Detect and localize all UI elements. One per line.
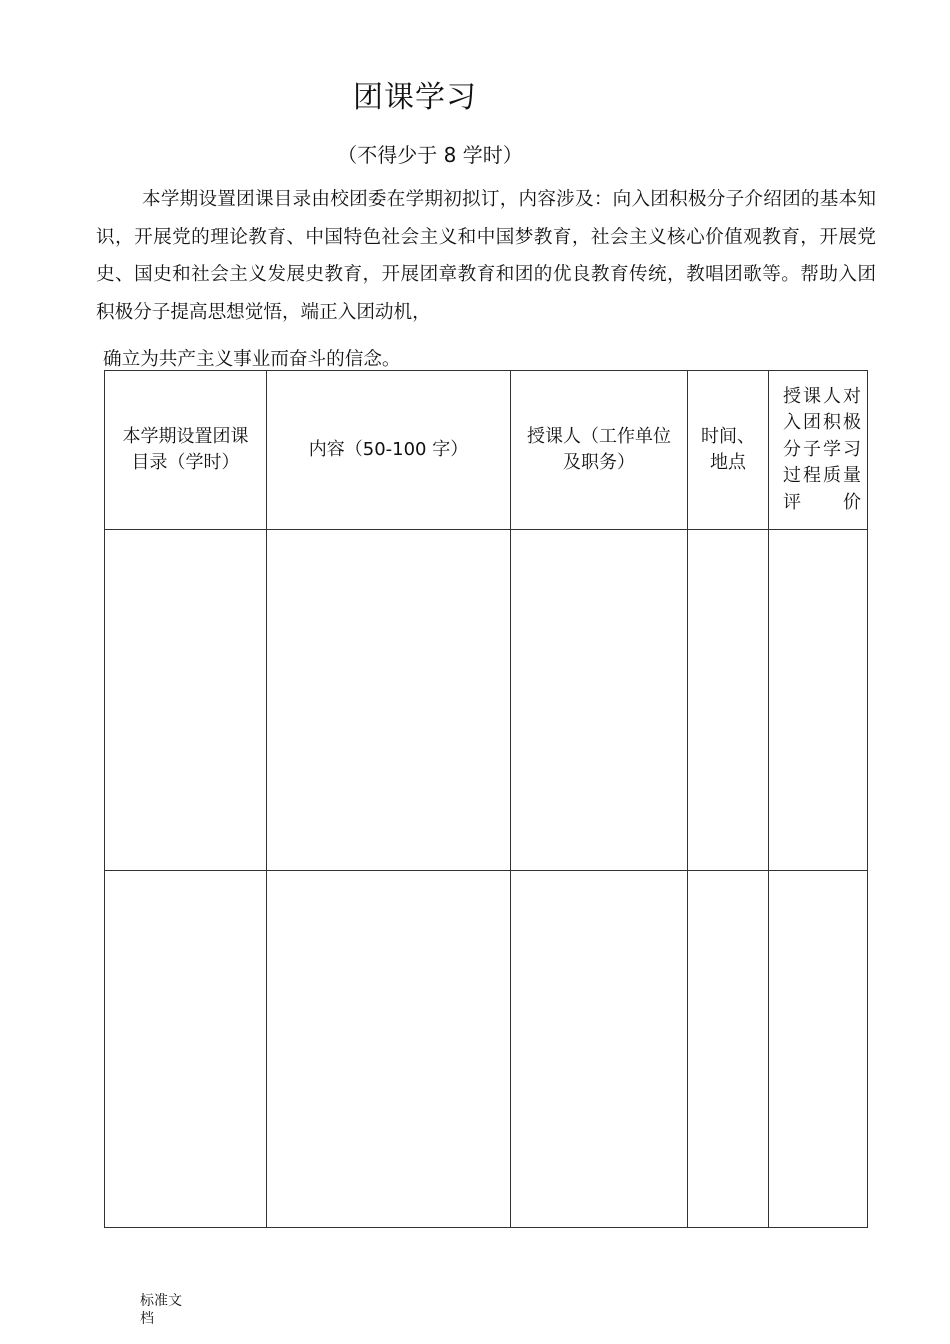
cell-lecturer[interactable]: [511, 871, 688, 1228]
cell-time-place[interactable]: [688, 871, 769, 1228]
page-title: 团课学习: [353, 80, 477, 115]
cell-evaluation[interactable]: [769, 530, 868, 871]
cell-content[interactable]: [267, 871, 511, 1228]
cell-catalog[interactable]: [105, 871, 267, 1228]
table-header-row: [105, 371, 868, 530]
header-lecturer-label: 授课人（工作单位及职务）: [527, 426, 671, 473]
header-catalog: [105, 371, 267, 530]
page-subtitle: （不得少于 8 学时）: [337, 143, 523, 167]
cell-catalog[interactable]: [105, 530, 267, 871]
header-content-label: 内容（50-100 字）: [308, 439, 469, 460]
table-row: [105, 530, 868, 871]
header-evaluation: [769, 371, 868, 530]
cell-lecturer[interactable]: [511, 530, 688, 871]
header-time-place-label: 时间、地点: [701, 426, 755, 473]
intro-last-line: 确立为共产主义事业而奋斗的信念。: [103, 349, 401, 370]
header-content: [267, 371, 511, 530]
header-time-place: [688, 371, 769, 530]
header-catalog-label: 本学期设置团课目录（学时）: [122, 426, 249, 473]
header-lecturer: [511, 371, 688, 530]
table-row: [105, 871, 868, 1228]
footer-label: 标准文档: [140, 1293, 182, 1327]
cell-time-place[interactable]: [688, 530, 769, 871]
cell-content[interactable]: [267, 530, 511, 871]
course-table: [104, 370, 868, 1228]
header-evaluation-label: 授课人对入团积极分子学习过程质量评价: [783, 385, 861, 513]
cell-evaluation[interactable]: [769, 871, 868, 1228]
intro-paragraph: 本学期设置团课目录由校团委在学期初拟订，内容涉及：向入团积极分子介绍团的基本知识，开展党的理论教育、中国特色社会主义和中国梦教育，社会主义核心价值观教育，开展党史、国史和社会主义发展史教育，开展团章教育和团的优良教育传统，教唱团歌等。帮助入团积极分子提高思想觉悟，端正入团动机，: [96, 189, 876, 323]
